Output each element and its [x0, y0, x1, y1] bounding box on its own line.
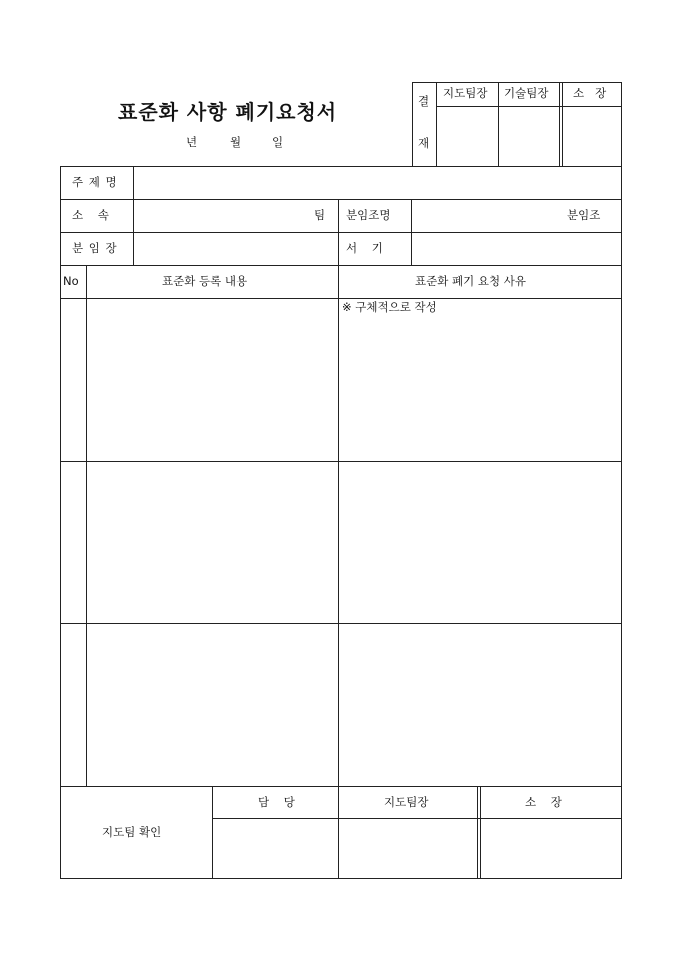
- row-content[interactable]: [90, 625, 334, 784]
- row-no[interactable]: [62, 300, 84, 459]
- approval-sign-team-lead[interactable]: [437, 107, 497, 165]
- row-reason[interactable]: [342, 463, 617, 621]
- approval-col-team-lead: 지도팀장: [443, 86, 488, 100]
- column-header-no: No: [63, 274, 79, 288]
- unit-name-input[interactable]: [412, 200, 557, 231]
- column-header-content: 표준화 등록 내용: [162, 274, 248, 288]
- approval-col-tech-lead: 기술팀장: [504, 86, 549, 100]
- date-year-label: 년: [186, 135, 198, 149]
- row-no[interactable]: [62, 463, 84, 621]
- unit-suffix: 분임조: [567, 208, 601, 222]
- reason-note: ※ 구체적으로 작성: [342, 300, 437, 314]
- secretary-label: 서 기: [346, 241, 383, 255]
- approval-sign-director[interactable]: [563, 107, 620, 165]
- approval-side-label-top: 결: [418, 94, 430, 108]
- footer-sign-director[interactable]: [481, 819, 620, 877]
- department-input[interactable]: [134, 200, 304, 231]
- date-day-label: 일: [272, 135, 284, 149]
- department-suffix: 팀: [314, 208, 326, 222]
- column-header-reason: 표준화 폐기 요청 사유: [415, 274, 526, 288]
- footer-label: 지도팀 확인: [102, 825, 162, 839]
- row-reason[interactable]: [342, 625, 617, 784]
- row-content[interactable]: [90, 300, 334, 459]
- footer-sign-team-lead[interactable]: [339, 819, 476, 877]
- subject-value[interactable]: [140, 177, 615, 191]
- footer-col-manager: 담 당: [258, 795, 295, 809]
- approval-col-director: 소 장: [573, 86, 607, 100]
- footer-col-director: 소 장: [525, 795, 562, 809]
- form-title: 표준화 사항 폐기요청서: [118, 100, 338, 124]
- row-reason[interactable]: [342, 318, 617, 458]
- date-month-label: 월: [230, 135, 242, 149]
- footer-sign-manager[interactable]: [213, 819, 337, 877]
- subject-label: 주 제 명: [72, 175, 118, 189]
- row-content[interactable]: [90, 463, 334, 621]
- approval-side-label-bottom: 재: [418, 136, 430, 150]
- leader-value[interactable]: [140, 243, 330, 257]
- unit-name-label: 분임조명: [346, 208, 391, 222]
- leader-label: 분 임 장: [72, 241, 118, 255]
- approval-sign-tech-lead[interactable]: [499, 107, 558, 165]
- footer-col-team-lead: 지도팀장: [384, 795, 429, 809]
- secretary-value[interactable]: [418, 243, 613, 257]
- row-no[interactable]: [62, 625, 84, 784]
- department-label: 소 속: [72, 208, 109, 222]
